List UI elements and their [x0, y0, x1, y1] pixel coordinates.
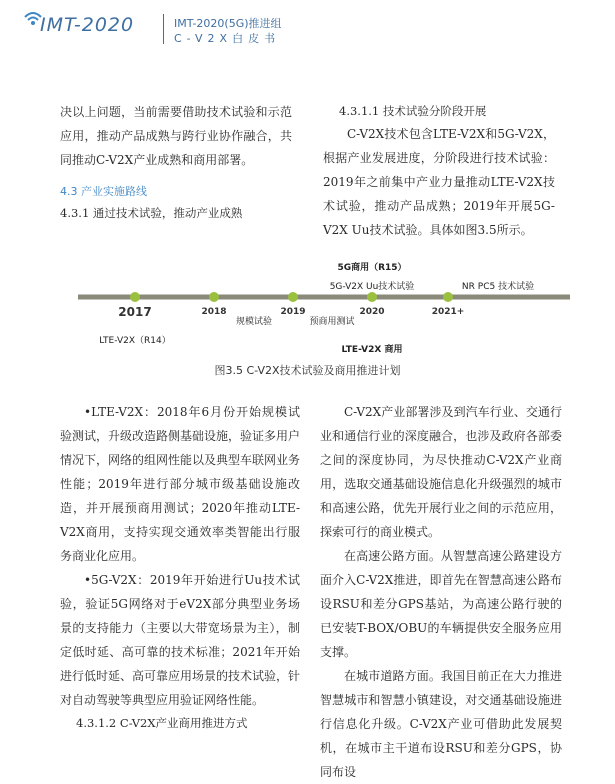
- left-top-column: [60, 100, 292, 224]
- section-heading-4-3: 4.3 产业实施路线: [60, 185, 147, 198]
- timeline-figure: [40, 258, 580, 370]
- year-label-2019: 2019: [280, 307, 306, 317]
- header-divider: [163, 14, 164, 44]
- year-label-2017: 2017: [118, 305, 152, 319]
- timeline-dot-2020: [367, 292, 377, 302]
- subsection-heading-4-3-1: 4.3.1 通过技术试验，推动产业成熟: [60, 206, 243, 220]
- bullet-5g-v2x: •5G-V2X：2019年开始进行Uu技术试验，验证5G网络对于eV2X部分典型业务场景的支持能力（主要以大带宽场景为主），制定低时延、高可靠的技术标准；2021年开始进行低时延、高可靠应用场景的技术试验，针对自动驾驶等典型应用验证网络性能。: [60, 573, 301, 707]
- label-nr-pc5-trial: NR PC5 技术试验: [461, 282, 535, 292]
- left-paragraph-1: 决以上问题，当前需要借助技术试验和示范应用，推动产品成熟与跨行业协作融合，共同推动C-V2X产业成熟和商用部署。: [60, 105, 292, 167]
- year-label-2018: 2018: [201, 307, 227, 317]
- subsection-heading-4-3-1-2: 4.3.1.2 C-V2X产业商用推进方式: [76, 716, 248, 730]
- label-5g-v2x-uu-trial: 5G-V2X Uu技术试验: [329, 282, 415, 292]
- bullet-lte-v2x: •LTE-V2X：2018年6月份开始规模试验测试，升级改造路侧基础设施，验证多用户情况下，网络的组网性能以及典型车联网业务性能；2019年进行部分城市级基础设施改造，并开展预商用测试；2020年推动LTE-V2X商用，支持实现交通效率类智能出行服务商业化应用。: [60, 405, 301, 563]
- right-paragraph-highway: 在高速公路方面。从智慧高速公路建设方面介入C-V2X推进，即首先在智慧高速公路布设RSU和差分GPS基站，为高速公路行驶的已安装T-BOX/OBU的车辆提供安全服务应用支撑。: [320, 549, 562, 659]
- right-paragraph-industry: C-V2X产业部署涉及到汽车行业、交通行业和通信行业的深度融合，也涉及政府各部委之间的深度协同，为尽快推动C-V2X产业商用，选取交通基础设施信息化升级强烈的城市和高速公路，优先开展行业之间的示范应用，探索可行的商业模式。: [320, 405, 562, 539]
- subsection-heading-4-3-1-1: 4.3.1.1 技术试验分阶段开展: [339, 104, 487, 118]
- left-bottom-column: [60, 400, 300, 734]
- page-header: [0, 0, 615, 62]
- header-doc-title: C-V2X白皮书: [174, 32, 281, 45]
- label-precommercial-test: 预商用测试: [309, 317, 355, 327]
- timeline-dot-2017: [130, 292, 140, 302]
- label-5g-commercial: 5G商用（R15）: [337, 263, 407, 273]
- header-org-title: IMT-2020(5G)推进组: [174, 17, 282, 30]
- timeline-dot-2021: [443, 292, 453, 302]
- right-top-column: [323, 100, 555, 242]
- label-lte-v2x-commercial: LTE-V2X 商用: [341, 345, 403, 355]
- year-label-2021: 2021+: [431, 307, 465, 317]
- year-label-2020: 2020: [359, 307, 385, 317]
- right-paragraph-1: C-V2X技术包含LTE-V2X和5G-V2X，根据产业发展进度，分阶段进行技术试验：2019年之前集中产业力量推动LTE-V2X技术试验，推动产品成熟；2019年开展5G-V2X Uu技术试验。具体如图3.5所示。: [323, 127, 555, 237]
- timeline-dot-2018: [209, 292, 219, 302]
- right-paragraph-city: 在城市道路方面。我国目前正在大力推进智慧城市和智慧小镇建设，对交通基础设施进行信息化升级。C-V2X产业可借助此发展契机，在城市主干道布设RSU和差分GPS，协同布设: [320, 669, 562, 779]
- imt2020-logo-text: IMT-2020: [40, 14, 135, 36]
- figure-caption: 图3.5 C-V2X技术试验及商用推进计划: [214, 364, 401, 377]
- right-bottom-column: [320, 400, 562, 784]
- timeline-dot-2019: [288, 292, 298, 302]
- label-lte-v2x-r14: LTE-V2X（R14）: [99, 336, 171, 346]
- label-scale-trial: 规模试验: [235, 317, 273, 327]
